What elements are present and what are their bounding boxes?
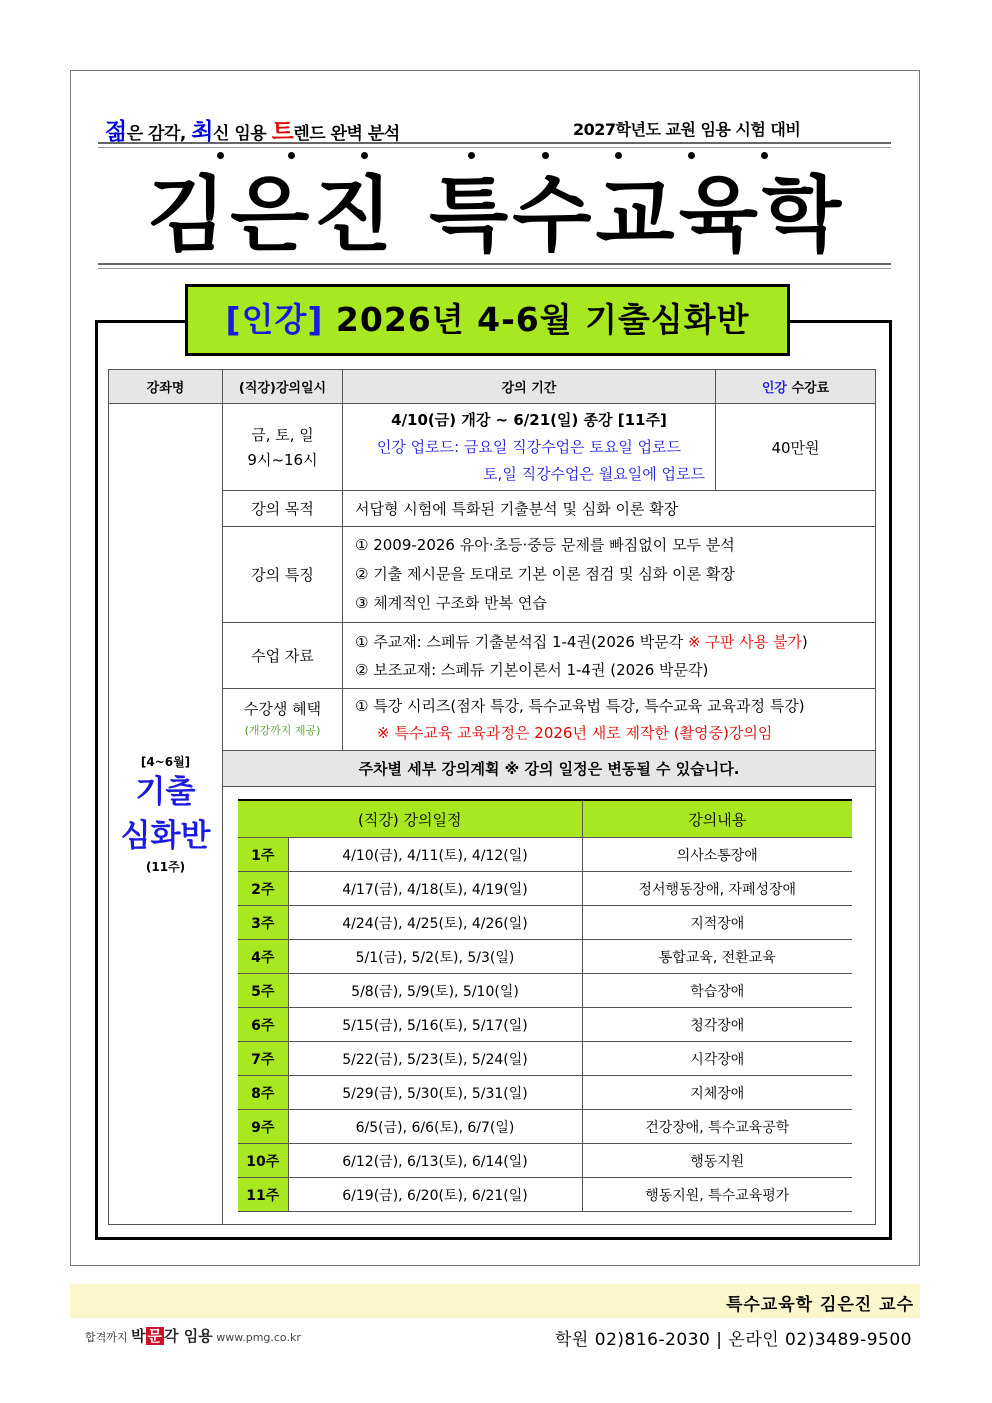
schedule-content: 정서행동장애, 자폐성장애: [582, 872, 852, 906]
benefit-text: ① 특강 시리즈(점자 특강, 특수교육법 특강, 특수교육 교육과정 특강) ※ 특수교육 교육과정은 2026년 새로 제작한 (촬영중)강의임: [343, 689, 876, 751]
schedule-dates: 5/8(금), 5/9(토), 5/10(일): [288, 974, 582, 1008]
schedule-dates: 5/15(금), 5/16(토), 5/17(일): [288, 1008, 582, 1042]
course-banner: [인강] 2026년 4-6월 기출심화반: [185, 284, 790, 356]
schedule-dates: 5/1(금), 5/2(토), 5/3(일): [288, 940, 582, 974]
tagline: 젊은 감각, 최신 임용 트렌드 완벽 분석: [105, 119, 400, 145]
schedule-row: [238, 974, 852, 1008]
schedule-week: 7주: [238, 1042, 288, 1076]
schedule-table: [238, 799, 852, 1212]
exam-prep-label: 2027학년도 교원 임용 시험 대비: [573, 120, 801, 139]
schedule-cell: [223, 787, 876, 1225]
schedule-dates: 6/5(금), 6/6(토), 6/7(일): [288, 1110, 582, 1144]
course-table: [108, 369, 876, 1225]
contact-info: 학원 02)816-2030 | 온라인 02)3489-9500: [555, 1330, 912, 1350]
schedule-content: 통합교육, 전환교육: [582, 940, 852, 974]
schedule-dates: 5/22(금), 5/23(토), 5/24(일): [288, 1042, 582, 1076]
schedule-dates: 5/29(금), 5/30(토), 5/31(일): [288, 1076, 582, 1110]
publisher-logo: 합격까지 박 문 각 임용 www.pmg.co.kr: [85, 1327, 301, 1345]
course-name-cell: [4~6월] 기출 심화반 (11주): [109, 404, 223, 1225]
schedule-row: [238, 1178, 852, 1212]
schedule-content: 지적장애: [582, 906, 852, 940]
materials-label: 수업 자료: [223, 623, 343, 689]
schedule-row: [238, 838, 852, 872]
schedule-content: 건강장애, 특수교육공학: [582, 1110, 852, 1144]
schedule-content: 행동지원: [582, 1144, 852, 1178]
schedule-week: 3주: [238, 906, 288, 940]
title-rule: [98, 263, 891, 269]
schedule-row: [238, 1144, 852, 1178]
features-text: ① 2009-2026 유아·초등·중등 문제를 빠짐없이 모두 분석 ② 기출 제시문을 토대로 기본 이론 점검 및 심화 이론 확장 ③ 체계적인 구조화 반복 연습: [343, 527, 876, 623]
schedule-week: 5주: [238, 974, 288, 1008]
schedule-week: 9주: [238, 1110, 288, 1144]
purpose-text: 서답형 시험에 특화된 기출분석 및 심화 이론 확장: [343, 491, 876, 527]
schedule-content: 학습장애: [582, 974, 852, 1008]
schedule-content: 청각장애: [582, 1008, 852, 1042]
header-course: 강좌명: [109, 370, 223, 404]
page-title: 김은진 특수교육학: [146, 168, 846, 263]
weekly-plan-header: 주차별 세부 강의계획 ※ 강의 일정은 변동될 수 있습니다.: [223, 751, 876, 787]
schedule-row: [238, 906, 852, 940]
header-datetime: (직강)강의일시: [223, 370, 343, 404]
datetime-cell: 금, 토, 일 9시~16시: [223, 404, 343, 491]
schedule-dates: 4/10(금), 4/11(토), 4/12(일): [288, 838, 582, 872]
schedule-dates: 6/12(금), 6/13(토), 6/14(일): [288, 1144, 582, 1178]
schedule-content: 지체장애: [582, 1076, 852, 1110]
schedule-week: 10주: [238, 1144, 288, 1178]
schedule-week: 4주: [238, 940, 288, 974]
materials-text: ① 주교재: 스페듀 기출분석집 1-4권(2026 박문각 ※ 구판 사용 불가) ② 보조교재: 스페듀 기본이론서 1-4권 (2026 박문각): [343, 623, 876, 689]
schedule-row: [238, 1042, 852, 1076]
schedule-row: [238, 872, 852, 906]
schedule-row: [238, 1076, 852, 1110]
features-label: 강의 특징: [223, 527, 343, 623]
schedule-row: [238, 940, 852, 974]
header-period: 강의 기간: [343, 370, 716, 404]
period-cell: 4/10(금) 개강 ~ 6/21(일) 종강 [11주] 인강 업로드: 금요일 직강수업은 토요일 업로드 토,일 직강수업은 월요일에 업로드: [343, 404, 716, 491]
benefit-label: 수강생 혜택 (개강까지 제공): [223, 689, 343, 751]
purpose-label: 강의 목적: [223, 491, 343, 527]
schedule-week: 8주: [238, 1076, 288, 1110]
schedule-row: [238, 1110, 852, 1144]
schedule-dates: 4/24(금), 4/25(토), 4/26(일): [288, 906, 582, 940]
emphasis-dots: [98, 150, 891, 164]
schedule-week: 6주: [238, 1008, 288, 1042]
schedule-content: 의사소통장애: [582, 838, 852, 872]
professor-name: 특수교육학 김은진 교수: [725, 1295, 914, 1315]
header-fee: 인강 수강료: [716, 370, 876, 404]
schedule-row: [238, 1008, 852, 1042]
schedule-content: 행동지원, 특수교육평가: [582, 1178, 852, 1212]
schedule-header-dates: (직강) 강의일정: [238, 800, 582, 838]
schedule-week: 2주: [238, 872, 288, 906]
schedule-content: 시각장애: [582, 1042, 852, 1076]
schedule-week: 1주: [238, 838, 288, 872]
schedule-dates: 6/19(금), 6/20(토), 6/21(일): [288, 1178, 582, 1212]
schedule-dates: 4/17(금), 4/18(토), 4/19(일): [288, 872, 582, 906]
top-rule: [98, 142, 891, 148]
schedule-week: 11주: [238, 1178, 288, 1212]
schedule-header-content: 강의내용: [582, 800, 852, 838]
fee-cell: 40만원: [716, 404, 876, 491]
